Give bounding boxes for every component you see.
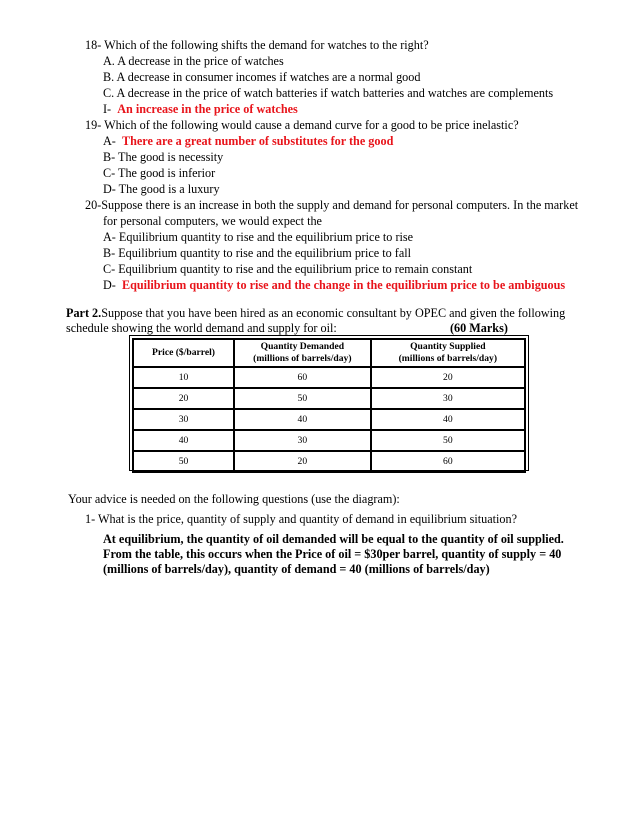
advice-answer-line2: From the table, this occurs when the Price of oil = $30per barrel, quantity of supply = 40 [103, 547, 562, 561]
cell-supplied: 50 [371, 430, 525, 451]
cell-supplied: 60 [371, 451, 525, 472]
q18-option-b: B. A decrease in consumer incomes if watches are a normal good [103, 70, 421, 84]
cell-price: 10 [133, 367, 234, 388]
q19-option-d: D- The good is a luxury [103, 182, 220, 196]
table-row [133, 367, 525, 388]
q19-answer-text: There are a great number of substitutes for the good [121, 134, 394, 148]
cell-demanded: 60 [234, 367, 371, 388]
q20-stem-line2: for personal computers, we would expect the [103, 214, 322, 228]
q19-stem: 19- Which of the following would cause a demand curve for a good to be price inelastic? [85, 118, 519, 132]
header-quantity-supplied [371, 339, 525, 367]
header-price [133, 339, 234, 367]
table-row [133, 430, 525, 451]
part2-line1 [66, 306, 565, 321]
q20-answer-text: Equilibrium quantity to rise and the change in the equilibrium price to be ambiguous [121, 278, 566, 292]
q18-answer-text: An increase in the price of watches [117, 102, 298, 116]
q19-answer-prefix: A- [103, 134, 116, 148]
advice-answer-line1: At equilibrium, the quantity of oil demanded will be equal to the quantity of oil supplied. [103, 532, 564, 546]
q20-answer [103, 278, 565, 293]
oil-schedule-table [132, 338, 526, 473]
header-qd-line2: (millions of barrels/day) [253, 353, 352, 364]
part2-label: Part 2. [66, 306, 102, 320]
q20-option-b: B- Equilibrium quantity to rise and the equilibrium price to fall [103, 246, 412, 260]
q18-stem: 18- Which of the following shifts the demand for watches to the right? [85, 38, 429, 52]
header-qd-line1: Quantity Demanded [260, 341, 345, 352]
q20-stem-line1: 20-Suppose there is an increase in both the supply and demand for personal computers. In the market [85, 198, 579, 212]
q18-answer [103, 102, 298, 117]
advice-answer-line3: (millions of barrels/day), quantity of demand = 40 (millions of barrels/day) [103, 562, 490, 576]
table-row [133, 409, 525, 430]
q18-option-c: C. A decrease in the price of watch batteries if watch batteries and watches are complements [103, 86, 554, 100]
cell-supplied: 20 [371, 367, 525, 388]
table-header-row [133, 339, 525, 367]
q19-answer [103, 134, 393, 149]
part2-line2-text: schedule showing the world demand and supply for oil: [66, 321, 337, 335]
cell-demanded: 40 [234, 409, 371, 430]
header-qs-line1: Quantity Supplied [410, 341, 486, 352]
cell-supplied: 30 [371, 388, 525, 409]
advice-question-1: 1- What is the price, quantity of supply and quantity of demand in equilibrium situation? [85, 512, 518, 526]
cell-price: 20 [133, 388, 234, 409]
q20-answer-prefix: D- [103, 278, 116, 292]
part2-marks: (60 Marks) [450, 321, 508, 335]
q20-option-c: C- Equilibrium quantity to rise and the equilibrium price to remain constant [103, 262, 473, 276]
q19-option-c: C- The good is inferior [103, 166, 216, 180]
advice-intro: Your advice is needed on the following questions (use the diagram): [68, 492, 400, 506]
q20-option-a: A- Equilibrium quantity to rise and the equilibrium price to rise [103, 230, 414, 244]
header-quantity-demanded [234, 339, 371, 367]
q18-answer-prefix: I- [103, 102, 112, 116]
q18-option-a: A. A decrease in the price of watches [103, 54, 284, 68]
table-row [133, 451, 525, 472]
cell-price: 30 [133, 409, 234, 430]
cell-demanded: 30 [234, 430, 371, 451]
cell-supplied: 40 [371, 409, 525, 430]
header-price-line1: Price ($/barrel) [152, 347, 215, 358]
part2-line1-text: Suppose that you have been hired as an economic consultant by OPEC and given the following [101, 306, 566, 320]
part2-line2 [66, 321, 337, 336]
q19-option-b: B- The good is necessity [103, 150, 224, 164]
cell-price: 40 [133, 430, 234, 451]
header-qs-line2: (millions of barrels/day) [398, 353, 498, 364]
cell-demanded: 20 [234, 451, 371, 472]
cell-demanded: 50 [234, 388, 371, 409]
cell-price: 50 [133, 451, 234, 472]
table-row [133, 388, 525, 409]
